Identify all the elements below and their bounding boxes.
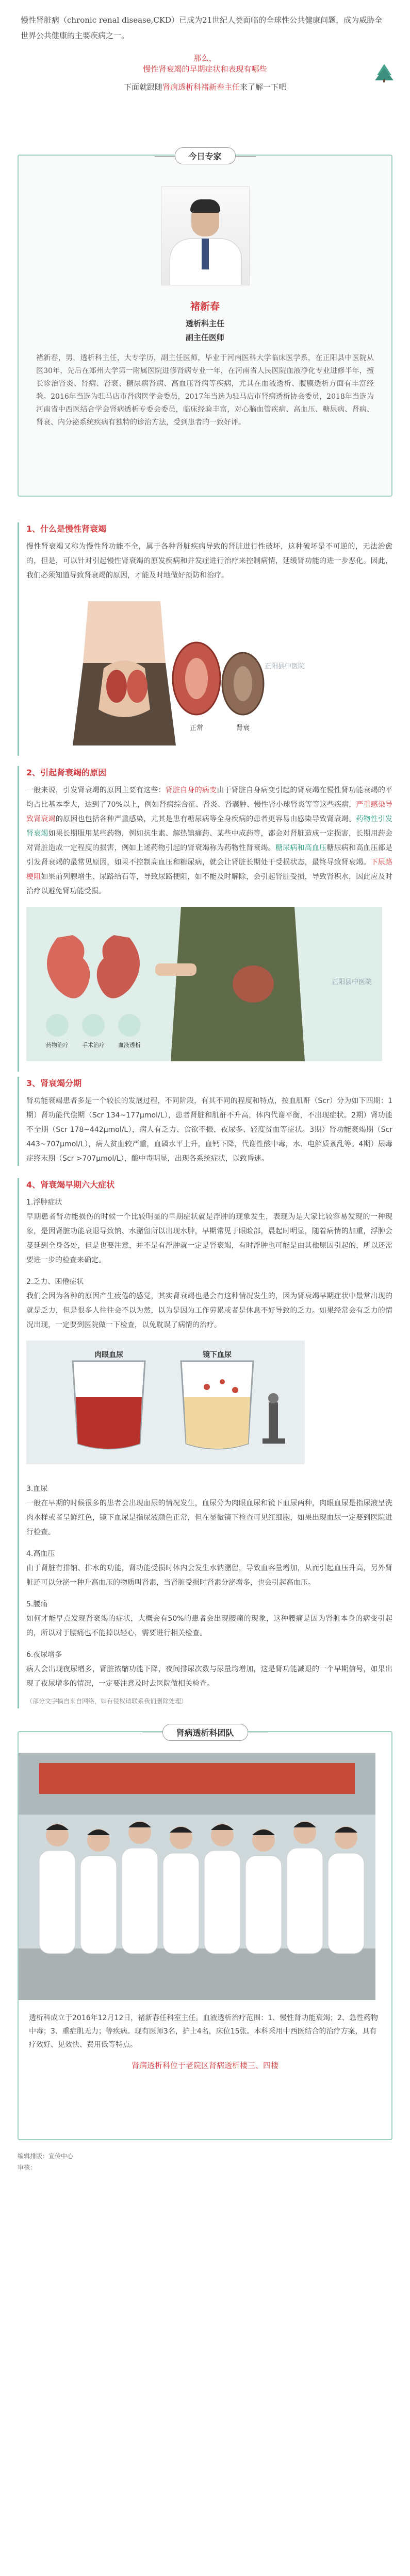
kidney-treatment-illustration <box>26 907 382 1061</box>
team-card <box>18 1728 392 2140</box>
symptom-6-title: 6.夜尿增多 <box>26 1651 62 1659</box>
label-failure: 肾衰 <box>236 724 250 732</box>
section-2-text: 一般来说，引发肾衰竭的原因主要有这些：肾脏自身的病变由于肾脏自身病变引起的肾衰竭在慢性肾功能衰竭的平均占比基本季大，达到了70%以上，例如肾病综合征、肾炎、肾囊肿、慢性肾小球肾炎等等这些疾病，严重感染导致肾衰竭的原因也包括各种严重感染，尤其是患有糖尿病等全身疾病的患者更容易由感染导致肾衰竭。药物性引发肾衰竭如果长期服用某些药物，例如抗生素、解热镇痛药、某些中成药等，都会对肾脏造成一定损害，长期用药会对肾脏造成一定程度的损害，例如上述药物引起的肾衰竭称为药物性肾衰竭。糖尿病和高血压糖尿病和高血压都是引发肾衰竭的最常见原因，如果不控制高血压和糖尿病，就会让肾脏长期处于受损状态，最终导致肾衰竭。下尿路梗阻如果前列腺增生、尿路结石等，导致尿路梗阻，如不能及时解除，会引起肾脏受损，导致肾积水，因此应及时治疗以避免肾功能受损。 <box>26 786 393 895</box>
fig-label-micro: 镜下血尿 <box>203 1350 232 1359</box>
symptom-2-text: 我们会因为各种的原因产生疲倦的感觉，其实肾衰竭也是会有这种情况发生的，因为肾衰竭早期症状中最常出现的就是乏力，但是很多人往往会不以为然，以为是因为工作劳累或者是休息不好导致的乏力。如果经常会有乏力的情况出现，一定要到医院做一下检查，以免耽误了病情的治疗。 <box>26 1292 392 1329</box>
credits-review-label: 审核： <box>18 2164 37 2171</box>
section-2-title: 2、引起肾衰竭的原因 <box>26 768 107 777</box>
symptom-4-text: 由于肾脏有排钠、排水的功能，肾功能受损时体内会发生水钠潴留，导致血容量增加，从而引起血压升高，另外肾脏还可以分泌一种升高血压的物质叫肾素，当肾脏受损时肾素分泌增多，也会引起高血压。 <box>26 1564 392 1587</box>
credits-editor-label: 编辑排版： <box>18 2153 49 2160</box>
section-3-body <box>18 1077 392 1166</box>
expert-photo <box>161 187 250 285</box>
section-1-title: 1、什么是慢性肾衰竭 <box>26 524 107 534</box>
credits-editor: 宣传中心 <box>48 2153 74 2160</box>
intro-subtitle-main: 慢性肾衰竭的早期症状和表现有哪些 <box>143 64 267 74</box>
team-footer: 肾病透析科位于老院区肾病透析楼三、四楼 <box>131 2061 278 2070</box>
team-text: 透析科成立于2016年12月12日，褚新春任科室主任。血液透析治疗范围：1、慢性肾功能衰竭；2、急性药物中毒；3、重症肌无力；等疾病。现有医师3名，护士4名，床位15张。本科采用中西医结合的治疗方案，具有疗效好、见效快、费用低等特点。 <box>29 2014 379 2049</box>
symptom-6-text: 病人会出现夜尿增多，肾脏浓缩功能下降，夜间排尿次数与尿量均增加，这是肾功能减退的一个早期信号，如果出现了夜尿增多的情况，一定要注意及时去医院做相关检查。 <box>26 1665 392 1688</box>
intro-lead-prefix: 下面就跟随 <box>123 82 162 92</box>
team-section <box>0 1708 410 2140</box>
intro-section <box>0 0 410 139</box>
symptom-5-title: 5.腰痛 <box>26 1600 48 1608</box>
section-1-body <box>18 522 392 756</box>
expert-bio: 褚新春，男，透析科主任，大专学历，副主任医师，毕业于河南医科大学临床医学系，在正阳县中医院从医30年，先后在郑州大学第一附属医院进修肾病专业一年，在河南省人民医院血液净化专业进修半年，擅长诊治肾炎、肾病、肾衰、糖尿病肾病、高血压肾病等疾病，尤其在血液透析、腹膜透析方面有丰富经验。2016年当选为驻马店市肾病医学会委员，2017年当选为驻马店市肾病透析协会委员，2018年当选为河南省中西医结合学会肾病透析专委会委员，临床经验丰富，对心脑血管疾病、高血压、糖尿病、肾病、肾衰、内分泌系统疾病有独特的诊治方法，受到患者的一致好评。 <box>36 354 374 427</box>
surgery-icon <box>82 1014 105 1037</box>
tree-decoration-icon <box>374 62 395 82</box>
expert-name: 褚新春 <box>190 301 220 312</box>
kidney-illustration <box>26 591 315 745</box>
team-photo <box>19 1753 375 2000</box>
section-2-body <box>18 766 392 1072</box>
section-1-watermark: 正阳县中医院 <box>264 662 305 670</box>
symptom-1-title: 1.浮肿症状 <box>26 1198 62 1207</box>
section-3 <box>0 1072 410 1166</box>
source-note: （部分文字摘自来自网络，如有侵权请联系我们删除处理） <box>26 1698 188 1705</box>
expert-dept: 透析科主任 <box>185 319 224 328</box>
section-3-title: 3、肾衰竭分期 <box>26 1078 82 1088</box>
medicine-icon <box>46 1014 69 1037</box>
expert-card <box>18 151 392 497</box>
expert-title: 副主任医师 <box>185 333 224 342</box>
intro-text: 慢性肾脏病（chronic renal disease,CKD）已成为21世纪人类面临的全球性公共健康问题，成为威胁全世界公共健康的主要疾病之一。 <box>21 15 383 40</box>
symptom-3-text: 一般在早期的时候很多的患者会出现血尿的情况发生，血尿分为肉眼血尿和镜下血尿两种，肉眼血尿是指尿液呈洗肉水样或者呈鲜红色，镜下血尿是指尿液颜色正常，但在显微镜下检查可见红细胞，如果出现血尿一定要到医院进行检查。 <box>26 1499 392 1536</box>
intro-subtitle-prefix: 那么， <box>193 54 217 63</box>
dialysis-icon <box>118 1014 141 1037</box>
section-1-text: 慢性肾衰竭又称为慢性肾功能不全，属于各种肾脏疾病导致的肾脏进行性破坏，这种破坏是不可逆的，无法治愈的，但是，可以针对引起慢性肾衰竭的原发疾病和并发症进行治疗来控制病情，延缓肾功能的进一步恶化。因此，我们必须知道导致肾衰竭的原因，才能及时地做好预防和治疗。 <box>26 543 392 580</box>
intro-lead-suffix: 来了解一下吧 <box>240 82 287 92</box>
section-1 <box>0 497 410 756</box>
section-4 <box>0 1166 410 1708</box>
section-2-watermark: 正阳县中医院 <box>331 978 372 986</box>
section-4-title: 4、肾衰竭早期六大症状 <box>26 1180 115 1190</box>
intro-subtitle <box>21 53 389 74</box>
fig-label-gross: 肉眼血尿 <box>94 1350 123 1359</box>
symptom-2-title: 2.乏力、困倦症状 <box>26 1278 84 1286</box>
icon-label-medicine: 药物治疗 <box>46 1042 69 1048</box>
symptom-4-title: 4.高血压 <box>26 1550 55 1558</box>
team-tag: 肾病透析科团队 <box>162 1724 248 1741</box>
intro-lead <box>21 81 389 92</box>
icon-label-dialysis: 血液透析 <box>118 1042 141 1048</box>
section-3-text: 肾功能衰竭患者多是一个较长的发展过程，不同阶段，有其不同的程度和特点，按血肌酐（Scr）分为如下四期：1期）肾功能代偿期（Scr 134~177μmol/L），患者肾脏和肌酐不升高，体内代谢平衡，不出现症状。2期）肾功能不全期（Scr 178~442μmol/L），病人有乏力、食欲不振、夜尿多、轻度贫血等症状。3期）肾功能衰竭期（Scr 443~707μmol/L），病人贫血较严重，血磷水平上升，血钙下降，代谢性酸中毒，水、电解质紊乱等。4期）尿毒症终末期（Scr >707μmol/L），酸中毒明显，出现各系统症状，以致昏迷。 <box>26 1097 392 1163</box>
intro-lead-highlight: 肾病透析科褚新春主任 <box>162 82 240 92</box>
credits <box>18 2150 392 2173</box>
hematuria-illustration <box>26 1341 305 1464</box>
symptom-1-text: 早期患者肾功能损伤的时候一个比较明显的早期症状就是浮肿的现象发生，表现为是大家比较容易发现的一种现象，是因肾脏功能衰退导致钠、水潴留所以出现水肿，早期常见于眼睑部，晨起时明显，随着病情的加重，浮肿会蔓延到全身各处，但是也要注意，并不是有浮肿就一定是肾衰竭，有时浮肿也可能是由其他原因引起的，所以还需要进一步的检查来确定。 <box>26 1213 392 1264</box>
expert-tag: 今日专家 <box>174 147 235 164</box>
symptom-3-title: 3.血尿 <box>26 1485 48 1493</box>
label-normal: 正常 <box>189 724 204 732</box>
section-4-body <box>18 1178 392 1708</box>
section-2 <box>0 756 410 1072</box>
symptom-5-text: 如何才能早点发现肾衰竭的症状，大概会有50%的患者会出现腰痛的现象，这种腰痛是因为肾脏本身的病变引起的，所以对于腰痛也不能掉以轻心，需要进行相关检查。 <box>26 1615 392 1637</box>
icon-label-surgery: 手术治疗 <box>82 1042 105 1048</box>
expert-section <box>0 139 410 497</box>
